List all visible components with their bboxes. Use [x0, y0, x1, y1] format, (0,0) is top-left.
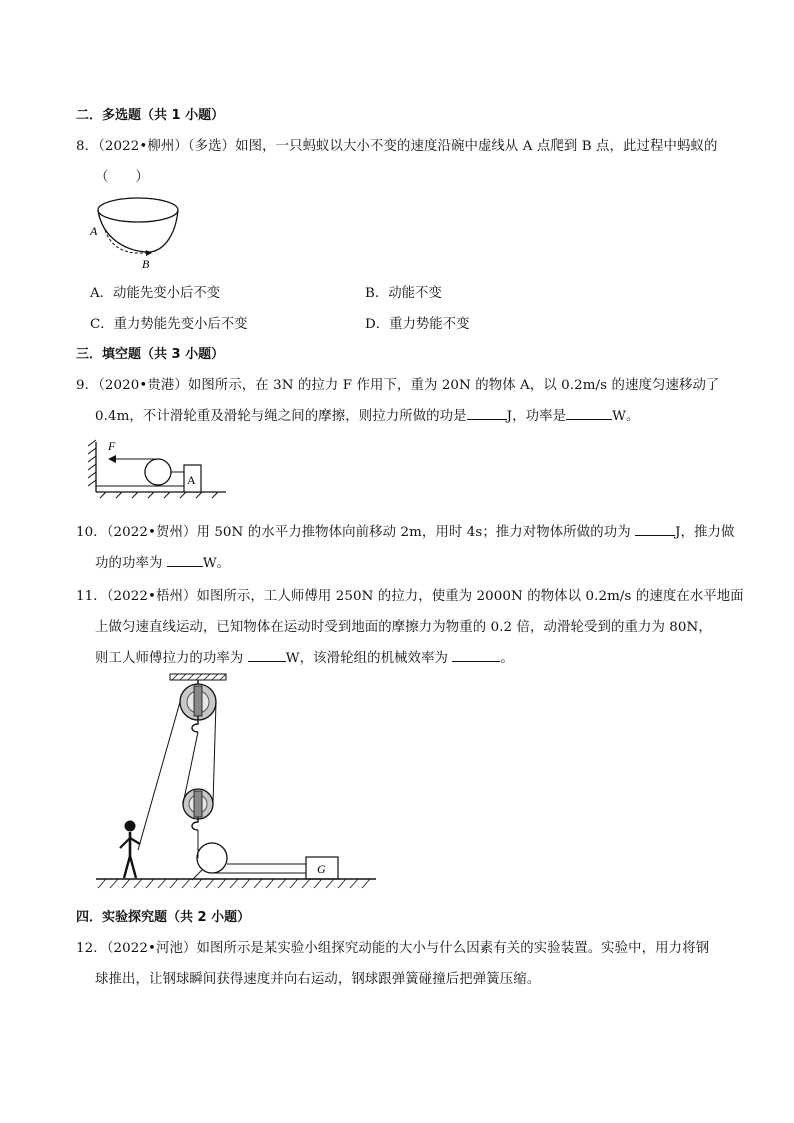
q8-answer-bracket: （ ）	[95, 170, 149, 185]
q9-text-b: J，功率是	[506, 409, 567, 424]
bowl-label-b: B	[142, 257, 150, 271]
q11-text-b: W，该滑轮组的机械效率为	[285, 651, 449, 666]
q9-blank-power[interactable]	[566, 407, 612, 420]
q11-stem-line3	[95, 647, 514, 666]
q9-text-c: W。	[612, 409, 640, 424]
q10-text-d: W。	[202, 556, 231, 571]
q9-blank-work[interactable]	[467, 407, 507, 420]
q9-stem-line2	[95, 405, 639, 424]
q8-option-a[interactable]: A．动能先变小后不变	[90, 286, 221, 301]
q10-text-c: 功的功率为	[95, 556, 163, 571]
q10-text-b: J，推力做	[675, 525, 735, 540]
worker-figure	[120, 821, 140, 879]
q11-stem-line2: 上做匀速直线运动，已知物体在运动时受到地面的摩擦力为物重的 0.2 倍，动滑轮受到的重力为 80N，	[95, 620, 712, 635]
bowl-label-a: A	[90, 224, 98, 238]
q10-blank-power[interactable]	[167, 554, 203, 567]
q10-stem-line1	[76, 521, 735, 540]
q12-stem-line2: 球推出，让钢球瞬间获得速度并向右运动，钢球跟弹簧碰撞后把弹簧压缩。	[95, 972, 541, 987]
q11-stem-line1: 11．（2022•梧州）如图所示，工人师傅用 250N 的拉力，使重为 2000N 的物体以 0.2m/s 的速度在水平地面	[76, 589, 744, 604]
block-label-g: G	[317, 862, 326, 876]
q8-option-b[interactable]: B．动能不变	[365, 286, 442, 301]
section-heading-fill-blank: 三．填空题（共 3 小题）	[76, 347, 225, 362]
pulley-label-a: A	[187, 473, 196, 487]
q11-text-a: 则工人师傅拉力的功率为	[95, 651, 244, 666]
q10-text-a: 10．（2022•贺州）用 50N 的水平力推物体向前移动 2m，用时 4s；推力对物体所做的功为	[76, 525, 631, 540]
q10-blank-work[interactable]	[635, 523, 675, 536]
q8-option-d[interactable]: D．重力势能不变	[365, 317, 470, 332]
q11-blank-efficiency[interactable]	[452, 649, 500, 662]
pulley-figure-q9	[86, 434, 232, 500]
q11-blank-power[interactable]	[248, 649, 286, 662]
section-heading-multiple-choice: 二．多选题（共 1 小题）	[76, 108, 225, 123]
pulley-label-f: F	[108, 439, 116, 453]
q12-stem-line1: 12．（2022•河池）如图所示是某实验小组探究动能的大小与什么因素有关的实验装置。实验中，用力将钢	[76, 941, 710, 956]
bowl-figure	[86, 192, 186, 272]
q9-text-a: 0.4m，不计滑轮重及滑轮与绳之间的摩擦，则拉力所做的功是	[95, 409, 467, 424]
q11-text-c: 。	[500, 651, 514, 666]
q10-stem-line2	[95, 552, 230, 571]
q8-option-c[interactable]: C．重力势能先变小后不变	[90, 317, 248, 332]
pulley-system-figure-q11	[92, 672, 382, 894]
section-heading-experiment: 四．实验探究题（共 2 小题）	[76, 910, 251, 925]
q8-stem: 8．（2022•柳州）（多选）如图，一只蚂蚁以大小不变的速度沿碗中虚线从 A 点爬到 B 点，此过程中蚂蚁的	[76, 139, 718, 154]
q9-stem-line1: 9．（2020•贵港）如图所示，在 3N 的拉力 F 作用下，重为 20N 的物体 A，以 0.2m/s 的速度匀速移动了	[76, 378, 720, 393]
